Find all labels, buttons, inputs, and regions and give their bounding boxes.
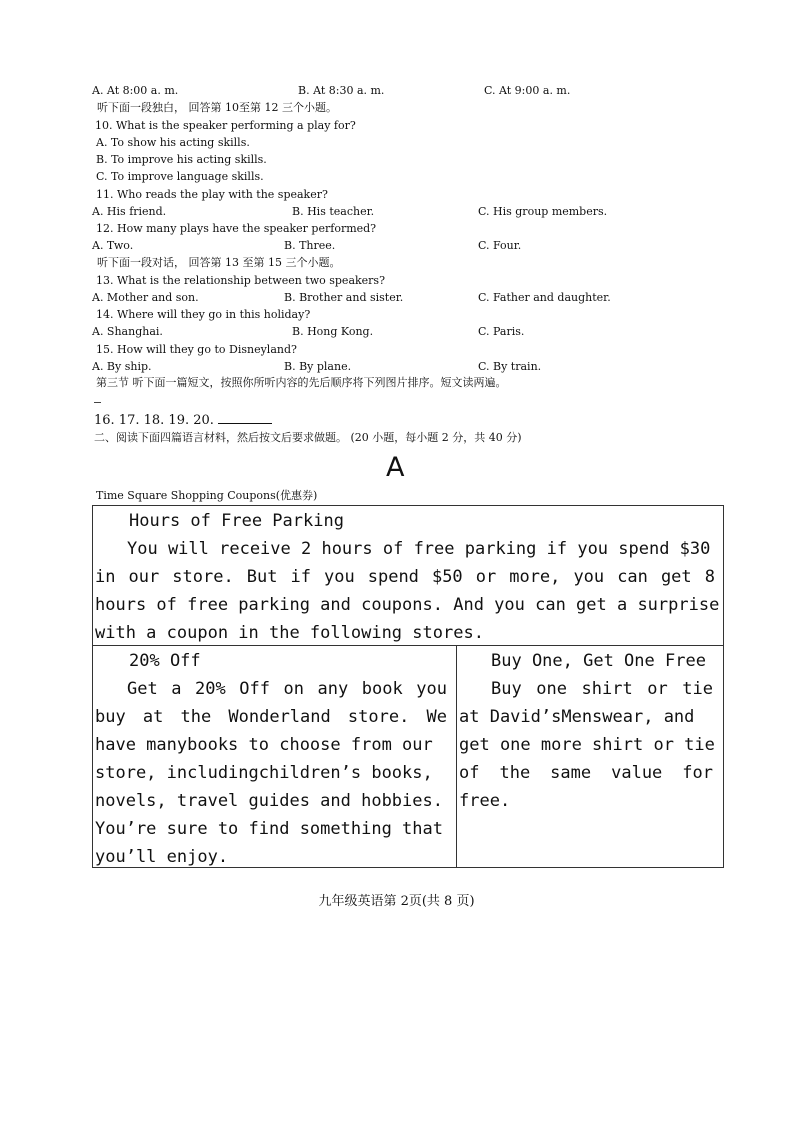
coupon-word: store, includingchildren’s books, [95, 763, 433, 783]
q10-option-a: A. To show his acting skills. [96, 136, 250, 149]
coupon-word: value [611, 763, 663, 783]
coupon-left-line [127, 675, 447, 703]
coupon-word: Get [127, 679, 158, 699]
coupon-right-line [491, 675, 713, 703]
coupon-word: buy [95, 707, 126, 727]
coupon-word: We [426, 707, 447, 727]
coupon-right-line [459, 731, 713, 759]
passage-letter: A [386, 452, 405, 483]
coupon-word: 8 [704, 567, 715, 587]
coupon-word: you [323, 567, 355, 587]
q9-option-c: C. At 9:00 a. m. [484, 84, 571, 97]
coupon-left-line [95, 759, 447, 787]
q10-option-b: B. To improve his acting skills. [96, 153, 267, 166]
picture-order-numbers: 16. 17. 18. 19. 20. [94, 413, 214, 428]
coupon-word: 20% Off [129, 651, 201, 671]
coupon-left-line [129, 647, 447, 675]
q15-option-a: A. By ship. [92, 360, 152, 373]
coupon-word: have manybooks to choose from our [95, 735, 433, 755]
answer-blank[interactable] [218, 412, 272, 424]
coupon-word: at David’sMenswear, and [459, 707, 695, 727]
coupon-word: But [246, 567, 278, 587]
coupon-word: you [416, 679, 447, 699]
coupon-word: you’ll enjoy. [95, 847, 229, 867]
coupon-top-line [95, 563, 715, 591]
coupon-word: $50 [431, 567, 463, 587]
coupon-right-line [459, 703, 713, 731]
coupon-left-line [95, 815, 447, 843]
coupon-word: tie [682, 679, 713, 699]
q14-option-c: C. Paris. [478, 325, 525, 338]
q12-question: 12. How many plays have the speaker performed? [96, 222, 377, 235]
coupon-word: novels, travel guides and hobbies. [95, 791, 443, 811]
coupon-word: get one more shirt or tie [459, 735, 715, 755]
coupon-word: hours of free parking and coupons. And you can get a surprise [95, 595, 720, 615]
coupon-word: of [459, 763, 480, 783]
coupon-top-line [95, 591, 720, 619]
coupon-top-line [95, 619, 715, 647]
coupon-word: or [475, 567, 497, 587]
coupon-title: Time Square Shopping Coupons(优惠券) [96, 489, 318, 502]
coupon-word: store. [172, 567, 234, 587]
coupon-word: free. [459, 791, 511, 811]
q14-option-b: B. Hong Kong. [292, 325, 374, 338]
part2-instruction: 二、阅读下面四篇语言材料，然后按文后要求做题。 (20 小题，每小题 2 分，共 40 分) [94, 431, 522, 444]
coupon-word: one [536, 679, 567, 699]
coupon-left-line [95, 843, 447, 871]
page-footer: 九年级英语第 2页(共 8 页) [318, 894, 475, 909]
coupon-word: Hours of Free Parking [129, 511, 344, 531]
coupon-word: Buy [491, 679, 522, 699]
coupon-left-line [95, 731, 447, 759]
picture-order-line [94, 412, 272, 429]
q11-option-a: A. His friend. [92, 205, 167, 218]
coupon-right-line [459, 787, 713, 815]
coupon-buy-one-get-one [457, 646, 723, 867]
coupon-word: can [617, 567, 648, 587]
q13-option-c: C. Father and daughter. [478, 291, 611, 304]
q15-question: 15. How will they go to Disneyland? [96, 343, 297, 356]
q14-question: 14. Where will they go in this holiday? [96, 308, 311, 321]
coupon-left-line [95, 703, 447, 731]
coupon-word: Off [239, 679, 270, 699]
coupon-word: in [95, 567, 116, 587]
q9-option-b: B. At 8:30 a. m. [298, 84, 385, 97]
coupon-word: same [550, 763, 592, 783]
q14-option-a: A. Shanghai. [92, 325, 163, 338]
q11-question: 11. Who reads the play with the speaker? [96, 188, 328, 201]
q9-option-a: A. At 8:00 a. m. [92, 84, 179, 97]
coupon-word: Wonderland [228, 707, 331, 727]
coupon-word: on [283, 679, 305, 699]
q11-option-c: C. His group members. [478, 205, 608, 218]
coupon-word: for [682, 763, 713, 783]
q15-option-b: B. By plane. [284, 360, 352, 373]
coupon-word: You will receive 2 hours of free parking if you spend $30 [127, 539, 711, 559]
q10-option-c: C. To improve language skills. [96, 170, 264, 183]
q13-option-b: B. Brother and sister. [284, 291, 404, 304]
q15-option-c: C. By train. [478, 360, 542, 373]
coupon-word: if [290, 567, 311, 587]
coupon-20-off [93, 646, 457, 867]
coupon-word: shirt [581, 679, 633, 699]
q12-option-b: B. Three. [284, 239, 336, 252]
coupon-right-line [491, 647, 713, 675]
q13-option-a: A. Mother and son. [92, 291, 199, 304]
coupon-word: the [499, 763, 531, 783]
q12-option-c: C. Four. [478, 239, 522, 252]
coupon-right-line [459, 759, 713, 787]
coupon-word: spend [367, 567, 419, 587]
coupon-word: book [361, 679, 403, 699]
coupon-word: the [180, 707, 212, 727]
instruction-10-12: 听下面一段独白， 回答第 10至第 12 三个小题。 [97, 101, 337, 114]
coupon-word: any [317, 679, 349, 699]
instruction-13-15: 听下面一段对话， 回答第 13 至第 15 三个小题。 [97, 256, 341, 269]
coupon-word: You’re sure to find something that [95, 819, 443, 839]
coupon-table [92, 505, 724, 868]
section3-instruction: 第三节 听下面一篇短文，按照你所听内容的先后顺序将下列图片排序。短文读两遍。 [96, 376, 507, 389]
coupon-word: 20% [195, 679, 226, 699]
stray-mark [94, 402, 101, 403]
q10-question: 10. What is the speaker performing a play for? [95, 119, 356, 132]
coupon-word: at [142, 707, 164, 727]
coupon-word: Buy One, Get One Free [491, 651, 706, 671]
coupon-left-line [95, 787, 447, 815]
coupon-top-line [129, 507, 715, 535]
coupon-top-line [127, 535, 715, 563]
coupon-free-parking [93, 506, 723, 646]
coupon-word: with a coupon in the following stores. [95, 623, 484, 643]
coupon-word: more, [509, 567, 561, 587]
coupon-word: or [647, 679, 668, 699]
q11-option-b: B. His teacher. [292, 205, 375, 218]
coupon-word: a [171, 679, 182, 699]
coupon-word: store. [347, 707, 410, 727]
coupon-word: get [660, 567, 692, 587]
coupon-word: our [128, 567, 160, 587]
q13-question: 13. What is the relationship between two speakers? [96, 274, 385, 287]
coupon-word: you [573, 567, 605, 587]
q12-option-a: A. Two. [92, 239, 134, 252]
